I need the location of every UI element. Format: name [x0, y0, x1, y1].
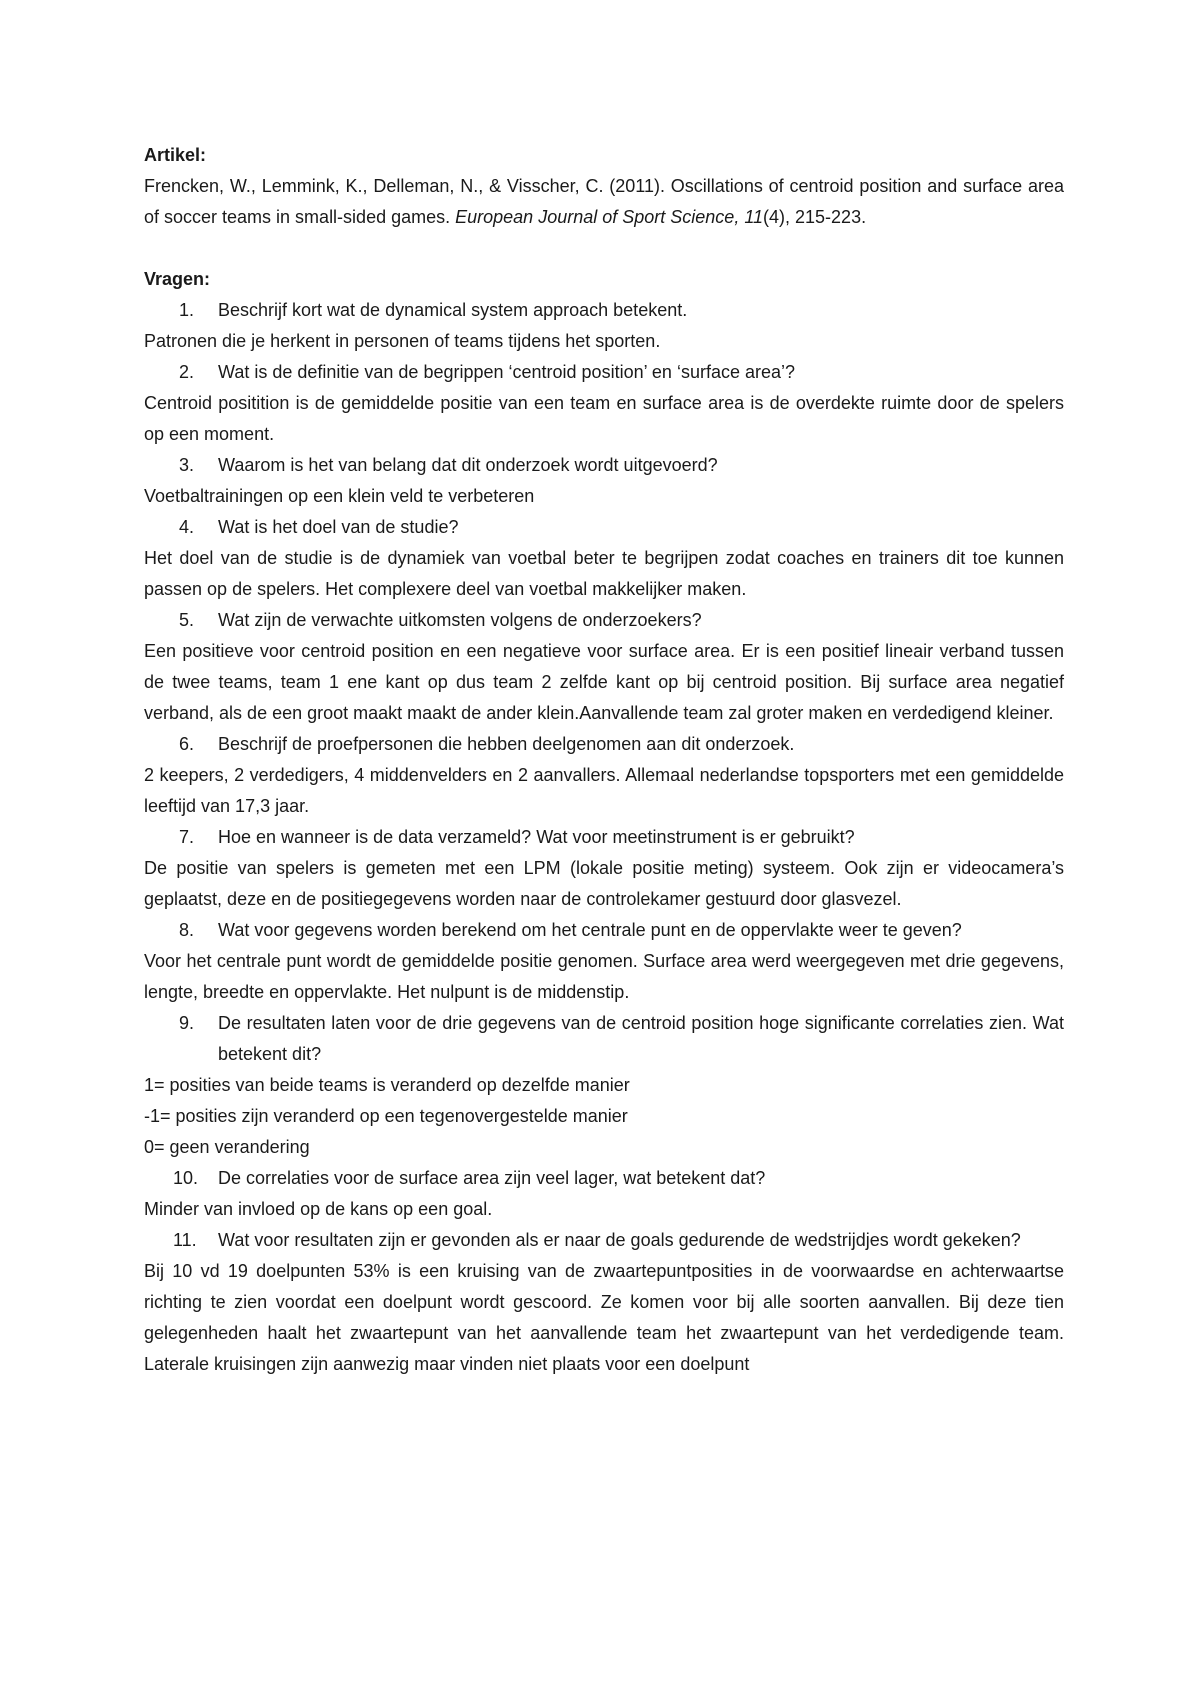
- question-number: 2.: [179, 362, 195, 382]
- question-item: [144, 729, 1064, 760]
- question-text: Beschrijf de proefpersonen die hebben deelgenomen aan dit onderzoek.: [218, 734, 795, 754]
- question-number: 7.: [179, 827, 195, 847]
- question-text: Wat voor resultaten zijn er gevonden als er naar de goals gedurende de wedstrijdjes wordt gekeken?: [218, 1230, 1021, 1250]
- document-page: [144, 140, 1064, 1380]
- answer-text: -1= posities zijn veranderd op een tegenovergestelde manier: [144, 1106, 628, 1126]
- question-item: [144, 1008, 1064, 1070]
- citation-separator: ,: [734, 207, 745, 227]
- question-item: [144, 512, 1064, 543]
- answer-text: 0= geen verandering: [144, 1137, 310, 1157]
- citation-text: Frencken, W., Lemmink, K., Delleman, N., & Visscher, C. (2011). Oscillations of centroid position and surface area of soccer teams in small-sided games.: [144, 176, 1064, 227]
- question-text: De correlaties voor de surface area zijn veel lager, wat betekent dat?: [218, 1168, 766, 1188]
- answer-text: Minder van invloed op de kans op een goal.: [144, 1199, 493, 1219]
- question-item: [144, 1163, 1064, 1194]
- answer-text: Patronen die je herkent in personen of teams tijdens het sporten.: [144, 331, 661, 351]
- answer-text: Bij 10 vd 19 doelpunten 53% is een kruising van de zwaartepuntposities in de voorwaardse en achterwaartse richting te zien voordat een doelpunt wordt gescoord. Ze komen voor bij alle soorten aanvallen. Bij deze tien gelegenheden haalt het zwaartepunt van het aanvallende team het zwaartepunt van het verdedigende team. Laterale kruisingen zijn aanwezig maar vinden niet plaats voor een doelpunt: [144, 1261, 1064, 1374]
- question-text: De resultaten laten voor de drie gegevens van de centroid position hoge significante correlaties zien. Wat betekent dit?: [218, 1013, 1064, 1064]
- question-number: 9.: [179, 1013, 195, 1033]
- question-item: [144, 915, 1064, 946]
- question-number: 1.: [179, 300, 195, 320]
- citation-journal: European Journal of Sport Science: [455, 207, 735, 227]
- question-item: [144, 605, 1064, 636]
- answer-text: Een positieve voor centroid position en een negatieve voor surface area. Er is een positief lineair verband tussen de twee teams, team 1 ene kant op dus team 2 zelfde kant op bij centroid position. Bij surface area negatief verband, als de een groot maakt maakt de ander klein.Aanvallende team zal groter maken en verdedigend kleiner.: [144, 641, 1064, 723]
- answer-text: Het doel van de studie is de dynamiek van voetbal beter te begrijpen zodat coaches en trainers dit toe kunnen passen op de spelers. Het complexere deel van voetbal makkelijker maken.: [144, 548, 1064, 599]
- answer-text: De positie van spelers is gemeten met een LPM (lokale positie meting) systeem. Ook zijn er videocamera’s geplaatst, deze en de positiegegevens worden naar de controlekamer gestuurd door glasvezel.: [144, 858, 1064, 909]
- questions-label: Vragen:: [144, 269, 211, 289]
- question-item: [144, 295, 1064, 326]
- answer-text: Voor het centrale punt wordt de gemiddelde positie genomen. Surface area werd weergegeven met drie gegevens, lengte, breedte en oppervlakte. Het nulpunt is de middenstip.: [144, 951, 1064, 1002]
- question-number: 8.: [179, 920, 195, 940]
- question-number: 11.: [173, 1230, 197, 1250]
- question-text: Hoe en wanneer is de data verzameld? Wat voor meetinstrument is er gebruikt?: [218, 827, 855, 847]
- question-item: [144, 822, 1064, 853]
- question-text: Beschrijf kort wat de dynamical system approach betekent.: [218, 300, 688, 320]
- question-number: 3.: [179, 455, 195, 475]
- question-number: 4.: [179, 517, 195, 537]
- citation-pages: (4), 215-223.: [763, 207, 867, 227]
- question-list: [144, 295, 1064, 1380]
- answer-text: 1= posities van beide teams is veranderd op dezelfde manier: [144, 1075, 630, 1095]
- question-text: Wat zijn de verwachte uitkomsten volgens de onderzoekers?: [218, 610, 702, 630]
- question-text: Waarom is het van belang dat dit onderzoek wordt uitgevoerd?: [218, 455, 718, 475]
- spacer: [144, 233, 1064, 264]
- question-text: Wat voor gegevens worden berekend om het centrale punt en de oppervlakte weer te geven?: [218, 920, 962, 940]
- citation-volume: 11: [744, 207, 764, 227]
- citation: [144, 171, 1064, 233]
- question-number: 6.: [179, 734, 195, 754]
- question-number: 5.: [179, 610, 195, 630]
- answer-text: Voetbaltrainingen op een klein veld te verbeteren: [144, 486, 535, 506]
- question-number: 10.: [173, 1168, 199, 1188]
- question-item: [144, 450, 1064, 481]
- answer-text: 2 keepers, 2 verdedigers, 4 middenvelders en 2 aanvallers. Allemaal nederlandse topsporters met een gemiddelde leeftijd van 17,3 jaar.: [144, 765, 1064, 816]
- question-text: Wat is het doel van de studie?: [218, 517, 459, 537]
- question-item: [144, 1225, 1064, 1256]
- question-item: [144, 357, 1064, 388]
- question-text: Wat is de definitie van de begrippen ‘centroid position’ en ‘surface area’?: [218, 362, 796, 382]
- answer-text: Centroid positition is de gemiddelde positie van een team en surface area is de overdekte ruimte door de spelers op een moment.: [144, 393, 1064, 444]
- article-label: Artikel:: [144, 145, 207, 165]
